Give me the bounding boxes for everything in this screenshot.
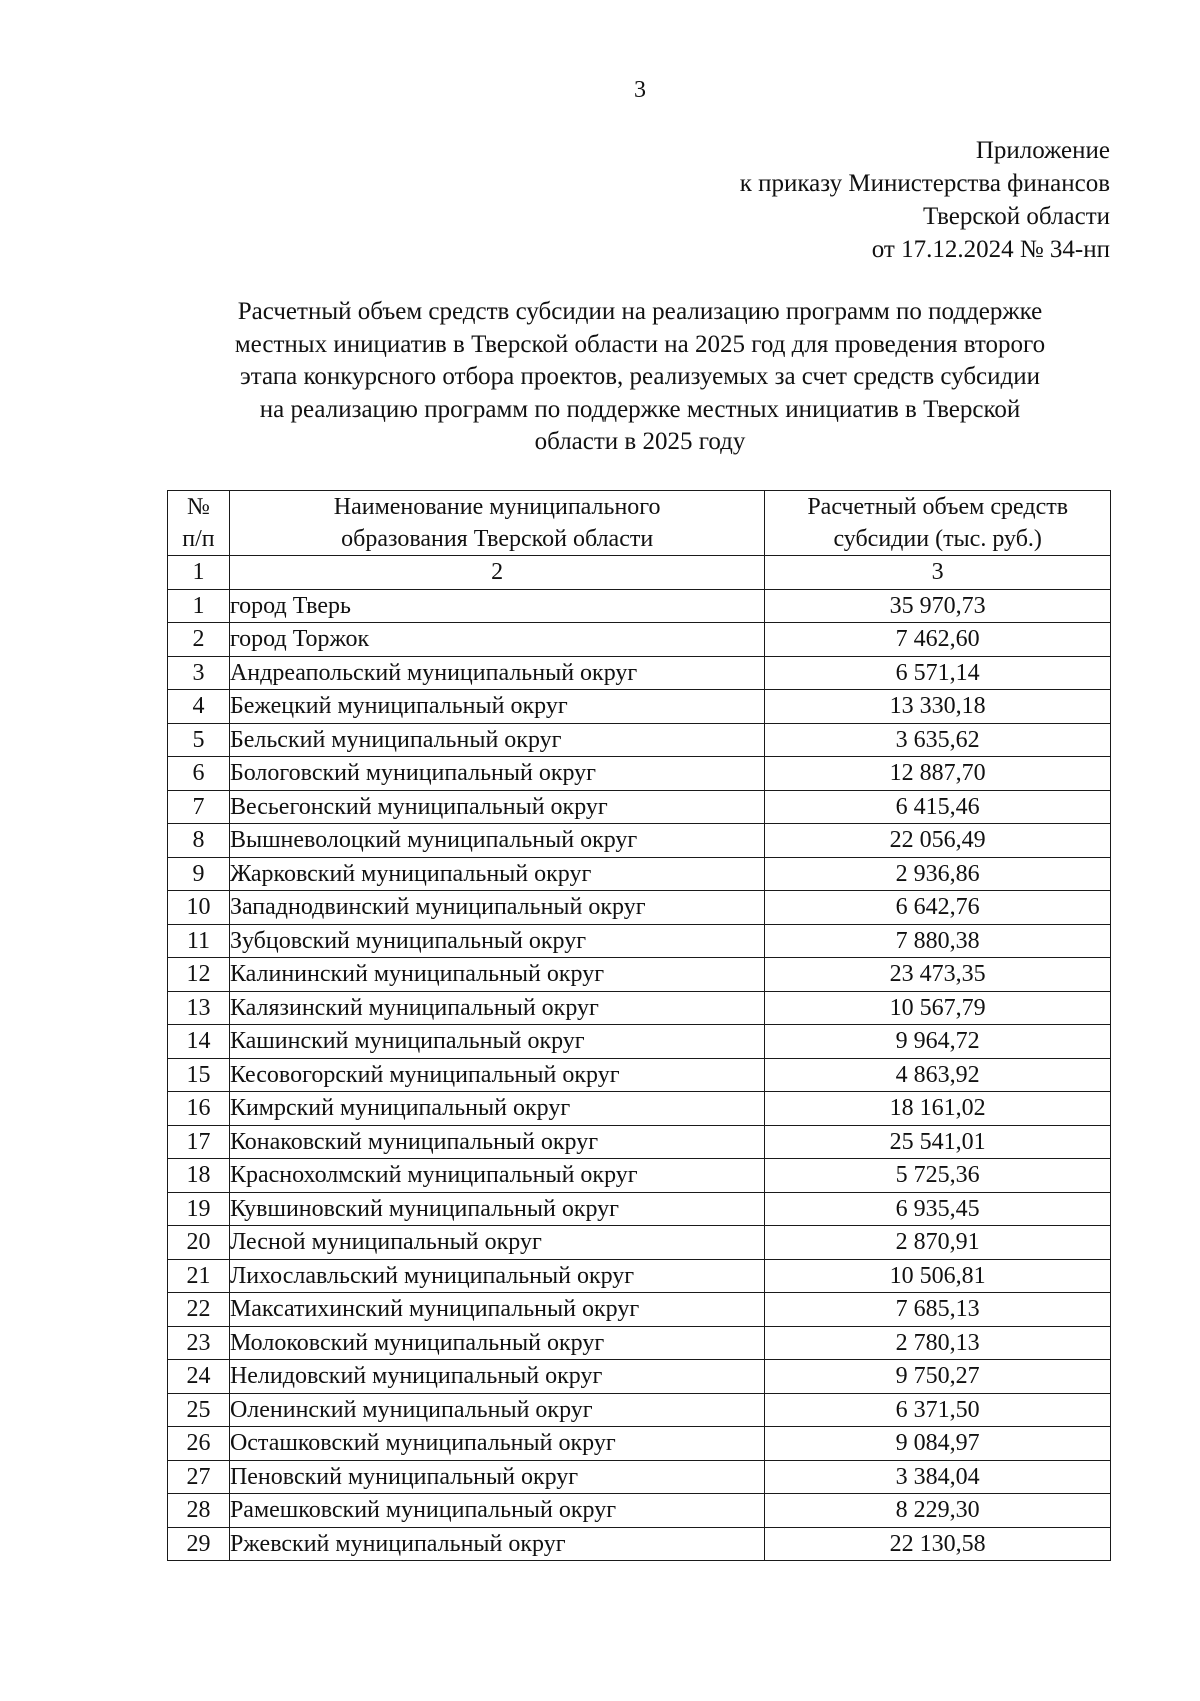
municipality-name: Жарковский муниципальный округ xyxy=(229,857,764,891)
title-line: на реализацию программ по поддержке местных инициатив в Тверской xyxy=(259,395,1021,423)
row-number: 1 xyxy=(168,589,230,623)
municipality-name: Бельский муниципальный округ xyxy=(229,723,764,757)
row-number: 20 xyxy=(168,1226,230,1260)
row-number: 10 xyxy=(168,891,230,925)
page-number: 3 xyxy=(634,77,646,103)
table-row xyxy=(168,723,1111,757)
subsidy-value: 5 725,36 xyxy=(765,1159,1111,1193)
table-row xyxy=(168,1293,1111,1327)
municipality-name: Нелидовский муниципальный округ xyxy=(229,1360,764,1394)
table-row xyxy=(168,1125,1111,1159)
municipality-name: Пеновский муниципальный округ xyxy=(229,1460,764,1494)
row-number: 18 xyxy=(168,1159,230,1193)
row-number: 9 xyxy=(168,857,230,891)
subsidy-value: 18 161,02 xyxy=(765,1092,1111,1126)
municipality-name: Вышневолоцкий муниципальный округ xyxy=(229,824,764,858)
table-row xyxy=(168,623,1111,657)
municipality-name: город Тверь xyxy=(229,589,764,623)
subsidy-value: 8 229,30 xyxy=(765,1494,1111,1528)
municipality-name: Максатихинский муниципальный округ xyxy=(229,1293,764,1327)
subsidy-value: 9 964,72 xyxy=(765,1025,1111,1059)
municipality-name: Кимрский муниципальный округ xyxy=(229,1092,764,1126)
row-number: 15 xyxy=(168,1058,230,1092)
municipality-name: Андреапольский муниципальный округ xyxy=(229,656,764,690)
header-value-line1: Расчетный объем средств xyxy=(807,494,1069,520)
title-line: местных инициатив в Тверской области на 2025 год для проведения второго xyxy=(234,330,1046,358)
header-value-line2: субсидии (тыс. руб.) xyxy=(833,526,1042,552)
appendix-line: Приложение xyxy=(975,137,1110,164)
column-number: 2 xyxy=(229,556,764,590)
table-body xyxy=(168,589,1111,1561)
municipality-name: Осташковский муниципальный округ xyxy=(229,1427,764,1461)
subsidy-value: 2 870,91 xyxy=(765,1226,1111,1260)
row-number: 23 xyxy=(168,1326,230,1360)
municipality-name: Западнодвинский муниципальный округ xyxy=(229,891,764,925)
subsidy-value: 2 780,13 xyxy=(765,1326,1111,1360)
header-row xyxy=(168,491,1111,556)
subsidy-value: 22 130,58 xyxy=(765,1527,1111,1561)
municipality-name: Зубцовский муниципальный округ xyxy=(229,924,764,958)
appendix-line: Тверской области xyxy=(923,203,1110,230)
table-row xyxy=(168,656,1111,690)
subsidy-value: 6 415,46 xyxy=(765,790,1111,824)
municipality-name: город Торжок xyxy=(229,623,764,657)
subsidy-value: 6 935,45 xyxy=(765,1192,1111,1226)
subsidy-value: 7 462,60 xyxy=(765,623,1111,657)
subsidy-value: 4 863,92 xyxy=(765,1058,1111,1092)
table-row xyxy=(168,991,1111,1025)
municipality-name: Бежецкий муниципальный округ xyxy=(229,690,764,724)
appendix-block xyxy=(740,134,1110,266)
table-row xyxy=(168,1494,1111,1528)
row-number: 14 xyxy=(168,1025,230,1059)
municipality-name: Лихославльский муниципальный округ xyxy=(229,1259,764,1293)
appendix-line: от 17.12.2024 № 34-нп xyxy=(871,236,1110,263)
row-number: 22 xyxy=(168,1293,230,1327)
header-num xyxy=(168,491,230,556)
column-number: 1 xyxy=(168,556,230,590)
municipality-name: Оленинский муниципальный округ xyxy=(229,1393,764,1427)
row-number: 8 xyxy=(168,824,230,858)
row-number: 13 xyxy=(168,991,230,1025)
table-row xyxy=(168,1259,1111,1293)
table-row xyxy=(168,589,1111,623)
subsidy-value: 12 887,70 xyxy=(765,757,1111,791)
subsidy-value: 22 056,49 xyxy=(765,824,1111,858)
subsidy-value: 23 473,35 xyxy=(765,958,1111,992)
column-number-row xyxy=(168,556,1111,590)
subsidy-value: 9 084,97 xyxy=(765,1427,1111,1461)
municipality-name: Кесовогорский муниципальный округ xyxy=(229,1058,764,1092)
row-number: 26 xyxy=(168,1427,230,1461)
table-row xyxy=(168,1326,1111,1360)
row-number: 7 xyxy=(168,790,230,824)
table-row xyxy=(168,824,1111,858)
municipality-name: Рамешковский муниципальный округ xyxy=(229,1494,764,1528)
row-number: 6 xyxy=(168,757,230,791)
municipality-name: Лесной муниципальный округ xyxy=(229,1226,764,1260)
subsidy-value: 6 642,76 xyxy=(765,891,1111,925)
table-row xyxy=(168,958,1111,992)
row-number: 19 xyxy=(168,1192,230,1226)
table-row xyxy=(168,1226,1111,1260)
header-name-line2: образования Тверской области xyxy=(341,526,654,552)
subsidy-value: 3 384,04 xyxy=(765,1460,1111,1494)
subsidy-value: 35 970,73 xyxy=(765,589,1111,623)
subsidy-value: 13 330,18 xyxy=(765,690,1111,724)
column-number: 3 xyxy=(765,556,1111,590)
table-row xyxy=(168,891,1111,925)
row-number: 16 xyxy=(168,1092,230,1126)
subsidy-value: 7 880,38 xyxy=(765,924,1111,958)
subsidy-value: 3 635,62 xyxy=(765,723,1111,757)
subsidy-value: 7 685,13 xyxy=(765,1293,1111,1327)
table-row xyxy=(168,790,1111,824)
title-line: этапа конкурсного отбора проектов, реализуемых за счет средств субсидии xyxy=(240,363,1040,390)
table-row xyxy=(168,1527,1111,1561)
row-number: 28 xyxy=(168,1494,230,1528)
header-value xyxy=(765,491,1111,556)
municipality-name: Конаковский муниципальный округ xyxy=(229,1125,764,1159)
municipality-name: Кувшиновский муниципальный округ xyxy=(229,1192,764,1226)
municipality-name: Молоковский муниципальный округ xyxy=(229,1326,764,1360)
subsidy-value: 9 750,27 xyxy=(765,1360,1111,1394)
row-number: 4 xyxy=(168,690,230,724)
municipality-name: Краснохолмский муниципальный округ xyxy=(229,1159,764,1193)
row-number: 21 xyxy=(168,1259,230,1293)
row-number: 5 xyxy=(168,723,230,757)
municipality-name: Калязинский муниципальный округ xyxy=(229,991,764,1025)
table-row xyxy=(168,1092,1111,1126)
table-row xyxy=(168,1393,1111,1427)
row-number: 25 xyxy=(168,1393,230,1427)
header-num-line1: № xyxy=(187,494,210,520)
row-number: 27 xyxy=(168,1460,230,1494)
table-row xyxy=(168,1058,1111,1092)
table-row xyxy=(168,757,1111,791)
appendix-line: к приказу Министерства финансов xyxy=(739,170,1110,197)
subsidy-value: 6 371,50 xyxy=(765,1393,1111,1427)
table-row xyxy=(168,924,1111,958)
municipality-name: Бологовский муниципальный округ xyxy=(229,757,764,791)
table-row xyxy=(168,1159,1111,1193)
row-number: 24 xyxy=(168,1360,230,1394)
row-number: 2 xyxy=(168,623,230,657)
table-row xyxy=(168,1360,1111,1394)
title-line: Расчетный объем средств субсидии на реализацию программ по поддержке xyxy=(237,298,1043,325)
table-row xyxy=(168,1192,1111,1226)
subsidy-value: 6 571,14 xyxy=(765,656,1111,690)
table-header xyxy=(168,491,1111,590)
table-row xyxy=(168,1427,1111,1461)
table-row xyxy=(168,1025,1111,1059)
row-number: 12 xyxy=(168,958,230,992)
row-number: 17 xyxy=(168,1125,230,1159)
document-title xyxy=(150,296,1130,459)
subsidy-value: 10 567,79 xyxy=(765,991,1111,1025)
header-name xyxy=(229,491,764,556)
subsidy-value: 25 541,01 xyxy=(765,1125,1111,1159)
table-row xyxy=(168,857,1111,891)
row-number: 11 xyxy=(168,924,230,958)
subsidy-value: 2 936,86 xyxy=(765,857,1111,891)
municipality-name: Весьегонский муниципальный округ xyxy=(229,790,764,824)
municipality-name: Калининский муниципальный округ xyxy=(229,958,764,992)
municipality-name: Ржевский муниципальный округ xyxy=(229,1527,764,1561)
municipality-name: Кашинский муниципальный округ xyxy=(229,1025,764,1059)
subsidy-table xyxy=(167,490,1111,1561)
table-row xyxy=(168,690,1111,724)
header-num-line2: п/п xyxy=(182,526,215,552)
header-name-line1: Наименование муниципального xyxy=(333,494,661,520)
row-number: 29 xyxy=(168,1527,230,1561)
row-number: 3 xyxy=(168,656,230,690)
title-line: области в 2025 году xyxy=(534,428,746,455)
table-row xyxy=(168,1460,1111,1494)
subsidy-value: 10 506,81 xyxy=(765,1259,1111,1293)
